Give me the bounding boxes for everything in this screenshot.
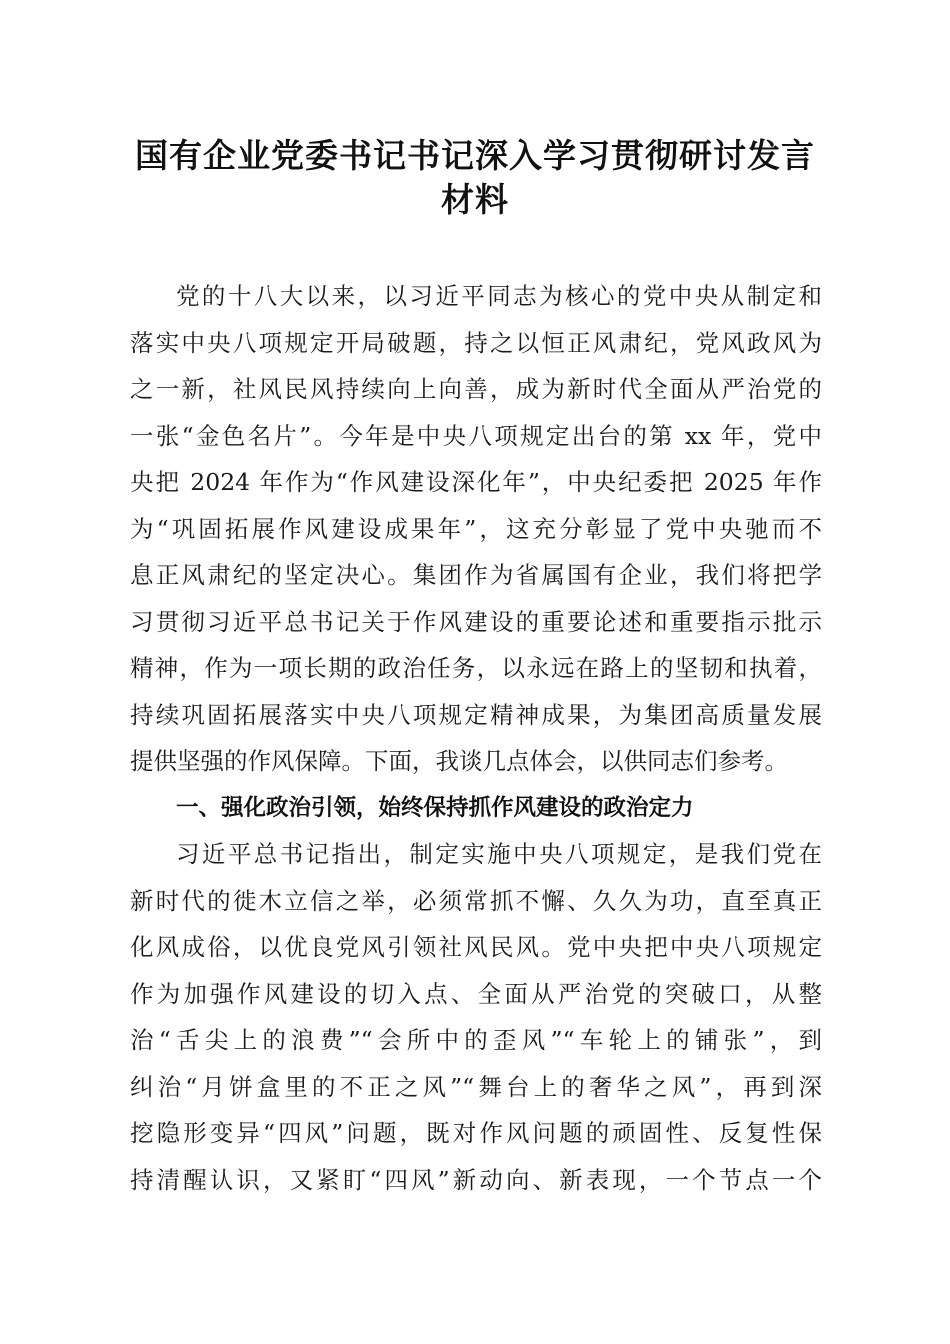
document-body bbox=[130, 273, 822, 1203]
text-line: 新时代的徙木立信之举，必须常抓不懈、久久为功，直至真正 bbox=[130, 886, 822, 915]
paragraph-section-1 bbox=[130, 831, 822, 1203]
text-line: 化风成俗，以优良党风引领社风民风。党中央把中央八项规定 bbox=[130, 933, 822, 961]
text-line: 持清醒认识，又紧盯“四风”新动向、新表现，一个节点一个 bbox=[130, 1165, 822, 1194]
text-line: 党的十八大以来，以习近平同志为核心的党中央从制定和 bbox=[176, 282, 822, 310]
text-line: 息正风肃纪的坚定决心。集团作为省属国有企业，我们将把学 bbox=[130, 561, 822, 589]
document-title bbox=[110, 134, 840, 222]
text-line: 持续巩固拓展落实中央八项规定精神成果，为集团高质量发展 bbox=[130, 700, 822, 729]
title-line-1: 国有企业党委书记书记深入学习贯彻研讨发言 bbox=[135, 136, 815, 175]
text-line: 习贯彻习近平总书记关于作风建设的重要论述和重要指示批示 bbox=[130, 607, 822, 636]
text-line: 纠治“月饼盒里的不正之风”“舞台上的奢华之风”，再到深 bbox=[130, 1072, 822, 1101]
text-line: 之一新，社风民风持续向上向善，成为新时代全面从严治党的 bbox=[130, 375, 822, 403]
text-line: 精神，作为一项长期的政治任务，以永远在路上的坚韧和执着， bbox=[130, 654, 822, 682]
title-line-2: 材料 bbox=[441, 180, 509, 219]
text-line: 一张“金色名片”。今年是中央八项规定出台的第 xx 年，党中 bbox=[130, 421, 822, 450]
text-line: 提供坚强的作风保障。下面，我谈几点体会，以供同志们参考。 bbox=[130, 747, 788, 775]
paragraph-intro bbox=[130, 273, 822, 785]
text-line: 治“舌尖上的浪费”“会所中的歪风”“车轮上的铺张”，到 bbox=[130, 1026, 822, 1054]
text-line: 落实中央八项规定开局破题，持之以恒正风肃纪，党风政风为 bbox=[130, 328, 822, 357]
text-line: 为“巩固拓展作风建设成果年”，这充分彰显了党中央驰而不 bbox=[130, 514, 822, 543]
text-line: 作为加强作风建设的切入点、全面从严治党的突破口，从整 bbox=[130, 979, 822, 1008]
text-line: 挖隐形变异“四风”问题，既对作风问题的顽固性、反复性保 bbox=[130, 1119, 822, 1147]
text-line: 央把 2024 年作为“作风建设深化年”，中央纪委把 2025 年作 bbox=[130, 468, 822, 496]
section-heading-1: 一、强化政治引领，始终保持抓作风建设的政治定力 bbox=[176, 794, 694, 821]
text-line: 习近平总书记指出，制定实施中央八项规定，是我们党在 bbox=[176, 840, 822, 868]
